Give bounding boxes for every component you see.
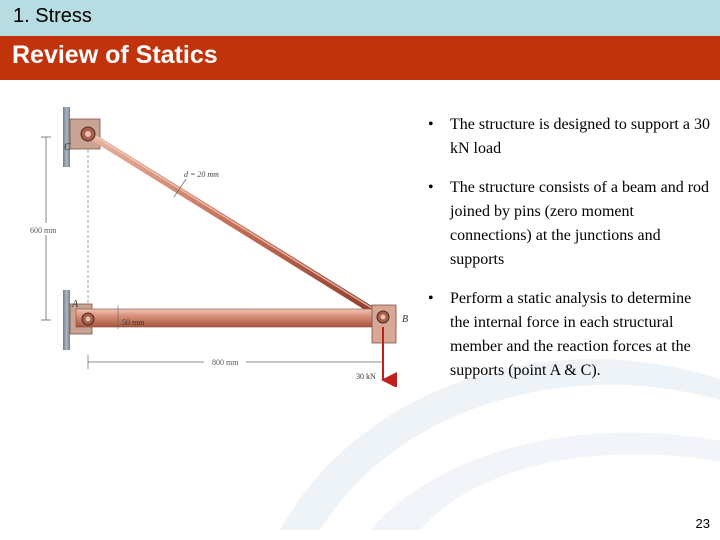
height-dimension: 600 mm bbox=[30, 226, 57, 235]
truss-figure bbox=[26, 97, 411, 387]
truss-diagram bbox=[26, 97, 411, 387]
rod-cb bbox=[88, 134, 383, 317]
bullet-text: The structure consists of a beam and rod joined by pins (zero moment connections) at the junctions and supports bbox=[450, 179, 710, 268]
span-dimension: 800 mm bbox=[212, 358, 239, 367]
bullet-item bbox=[424, 113, 714, 161]
lower-wall bbox=[63, 290, 70, 350]
slide-title: Review of Statics bbox=[12, 41, 218, 69]
bullet-item bbox=[424, 287, 714, 383]
section-bar bbox=[0, 0, 720, 36]
bullet-symbol: • bbox=[428, 116, 434, 133]
label-c: C bbox=[64, 142, 71, 153]
rod-dimension: d = 20 mm bbox=[184, 170, 219, 179]
bullet-item bbox=[424, 176, 714, 272]
load-label: 30 kN bbox=[356, 372, 376, 381]
bullet-symbol: • bbox=[428, 179, 434, 196]
bullet-list bbox=[424, 113, 714, 398]
bullet-symbol: • bbox=[428, 290, 434, 307]
bullet-text: Perform a static analysis to determine the internal force in each structural member and the reaction forces at the supports (point A & C). bbox=[450, 290, 692, 379]
beam-dimension: 50 mm bbox=[122, 318, 145, 327]
section-title: 1. Stress bbox=[13, 5, 92, 27]
label-a: A bbox=[72, 299, 79, 310]
upper-wall bbox=[63, 107, 70, 167]
page-number: 23 bbox=[695, 516, 710, 531]
title-bar bbox=[0, 36, 720, 80]
label-b: B bbox=[402, 314, 409, 325]
bullet-text: The structure is designed to support a 30 kN load bbox=[450, 116, 710, 157]
